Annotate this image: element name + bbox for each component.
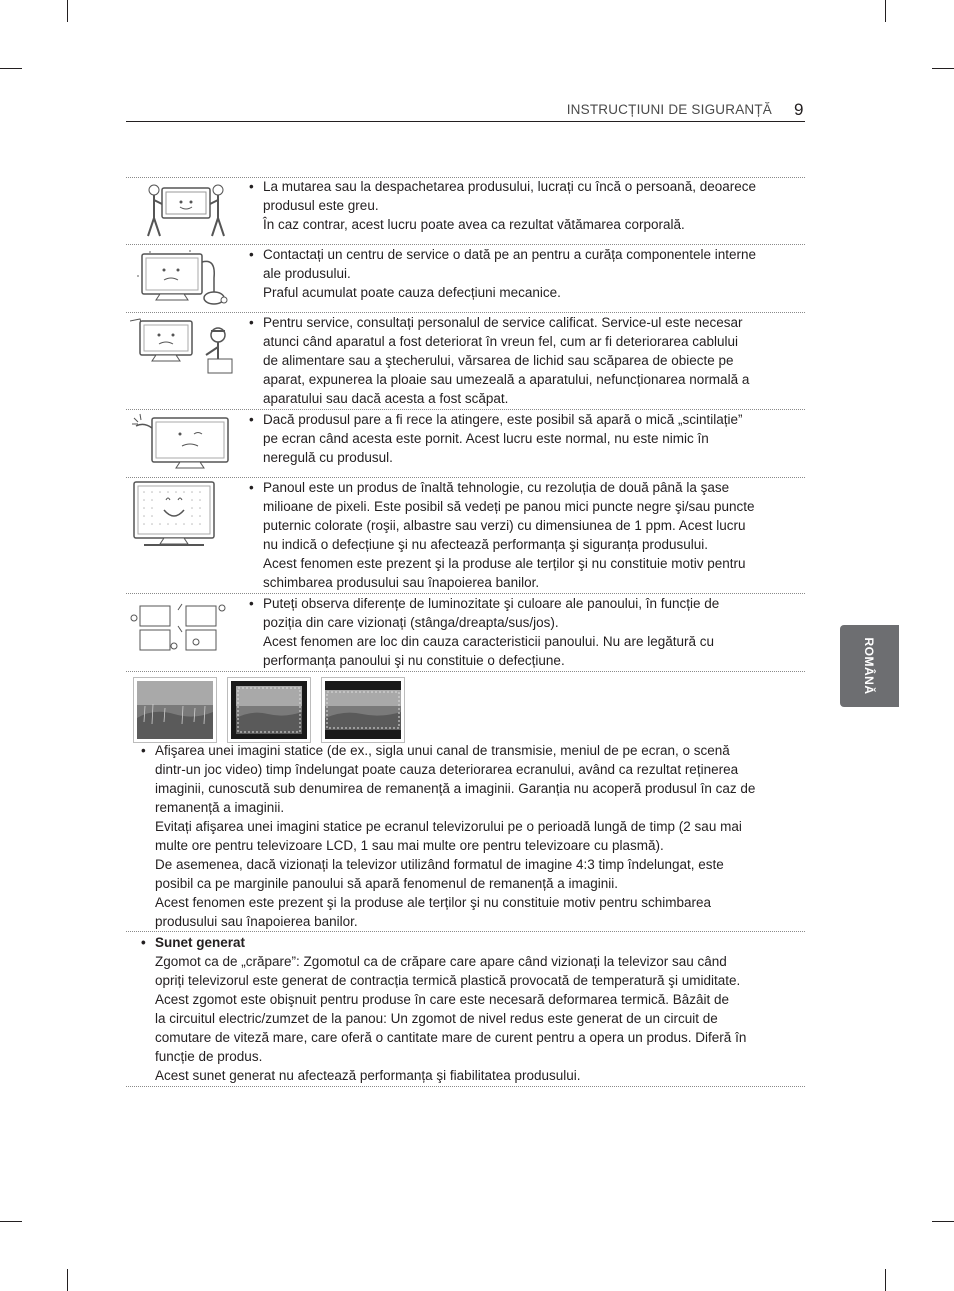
text-line: produsul este greu. xyxy=(263,198,379,213)
dusty-tv-vacuum-icon xyxy=(130,248,242,308)
crop-mark xyxy=(67,1269,68,1291)
tv-pixel-dots-icon xyxy=(130,480,242,550)
crop-mark xyxy=(932,1221,954,1222)
text-line: opriți televizorul este generat de contracția termică plastică provocată de temperatură şi umiditate. xyxy=(155,973,741,988)
text-line: milioane de pixeli. Este posibil să vedeți pe panou mici puncte negre şi/sau puncte xyxy=(263,499,755,514)
text-line: puternic colorate (roşii, albastre sau verzi) cu dimensiunea de 1 ppm. Acest lucru xyxy=(263,518,746,533)
text-line: de alimentare sau a ştecherului, vărsarea de lichid sau scăparea de obiecte pe xyxy=(263,353,734,368)
text-line: Evitați afişarea unei imagini statice pe ecranul televizorului pe o perioadă lungă de timp (2 sau mai xyxy=(155,819,742,834)
text-line: poziția din care vizionați (stânga/dreapta/sus/jos). xyxy=(263,615,559,630)
instruction-item xyxy=(247,410,792,467)
text-line: posibil ca pe marginile panoului să apară fenomenul de remanență a imaginii. xyxy=(155,876,619,891)
text-line: dintr-un joc video) timp îndelungat poate cauza deteriorarea ecranului, având ca rezultat reținerea xyxy=(155,762,739,777)
text-line: comutare de viteză mare, care oferă o cantitate mare de curent pentru a opera un produs. Diferă în xyxy=(155,1030,747,1045)
text-line: aparat, expunerea la ploaie sau umezeală a aparatului, nefuncționarea normală a xyxy=(263,372,750,387)
row-divider xyxy=(126,1086,805,1087)
language-tab xyxy=(840,625,899,707)
crop-mark xyxy=(932,68,954,69)
image-retention-example-2 xyxy=(227,677,311,743)
text-line: nu indică o defecțiune şi nu afectează performanța şi siguranța produsului. xyxy=(263,537,709,552)
crop-mark xyxy=(885,1269,886,1291)
text-line: neregulă cu produsul. xyxy=(263,450,393,465)
crop-mark xyxy=(0,68,22,69)
text-line: la circuitul electric/zumzet de la panou: Un zgomot de nivel redus este generat de un circuit de xyxy=(155,1011,718,1026)
text-line: pe ecran când acesta este pornit. Acest lucru este normal, nu este nimic în xyxy=(263,431,709,446)
bullet-text: • Dacă produsul pare a fi rece la atingere, este posibil să apară o mică „scintilație” xyxy=(247,410,792,429)
text-line: Praful acumulat poate cauza defecțiuni mecanice. xyxy=(263,285,561,300)
crop-mark xyxy=(67,0,68,22)
instruction-item xyxy=(247,177,792,234)
text-line: Acest sunet generat nu afectează performanța şi fiabilitatea produsului. xyxy=(155,1068,581,1083)
text-line: Acest fenomen este prezent şi la produse ale terților şi nu constituie motiv pentru xyxy=(263,556,746,571)
text-line: performanța panoului şi nu constituie o defecțiune. xyxy=(263,653,565,668)
bullet-text: • Panoul este un produs de înaltă tehnologie, cu rezoluția de două până la şase xyxy=(247,478,792,497)
instruction-item xyxy=(247,478,792,592)
header-divider xyxy=(126,121,805,122)
bullet-text: • Pentru service, consultați personalul de service calificat. Service-ul este necesar xyxy=(247,313,792,332)
generated-sound-item xyxy=(139,933,792,1085)
image-retention-example-1 xyxy=(133,677,217,743)
text-line: remanență a imaginii. xyxy=(155,800,285,815)
tv-viewing-angles-icon xyxy=(130,600,242,656)
tv-service-technician-icon xyxy=(130,315,242,379)
bullet-text: • Contactați un centru de service o dată pe an pentru a curăța componentele interne xyxy=(247,245,792,264)
text-line: În caz contrar, acest lucru poate avea ca rezultat vătămarea corporală. xyxy=(263,217,685,232)
sound-heading: • Sunet generat xyxy=(139,933,792,952)
row-divider xyxy=(126,671,805,672)
text-line: multe ore pentru televizoare LCD, 1 sau mai multe ore pentru televizoare cu plasmă). xyxy=(155,838,664,853)
text-line: funcție de produs. xyxy=(155,1049,263,1064)
text-line: Acest fenomen este prezent şi la produse ale terților şi nu constituie motiv pentru schimbarea xyxy=(155,895,712,910)
text-line: ale produsului. xyxy=(263,266,351,281)
image-retention-example-3 xyxy=(321,677,405,743)
section-title: INSTRUCȚIUNI DE SIGURANȚĂ xyxy=(566,102,772,117)
tv-spark-touch-icon xyxy=(130,412,242,474)
image-retention-item xyxy=(139,741,792,931)
text-line: produsului sau înapoierea banilor. xyxy=(155,914,358,929)
crop-mark xyxy=(0,1221,22,1222)
text-line: imaginii, cunoscută sub denumirea de remanență a imaginii. Garanția nu acoperă produsul în caz de xyxy=(155,781,756,796)
language-tab-label: ROMÂNĂ xyxy=(862,637,876,695)
text-line: Zgomot ca de „crăpare”: Zgomotul ca de crăpare care apare când vizionați la televizor sau când xyxy=(155,954,727,969)
crop-mark xyxy=(885,0,886,22)
page-number: 9 xyxy=(794,100,804,119)
bullet-text: • Puteți observa diferențe de luminozitate şi culoare ale panoului, în funcție de xyxy=(247,594,792,613)
text-line: schimbarea produsului sau înapoierea banilor. xyxy=(263,575,540,590)
text-line: atunci când aparatul a fost deteriorat în vreun fel, cum ar fi deteriorarea cablului xyxy=(263,334,739,349)
bullet-text: • La mutarea sau la despachetarea produsului, lucrați cu încă o persoană, deoarece xyxy=(247,177,792,196)
row-divider xyxy=(126,931,805,932)
two-people-carrying-tv-icon xyxy=(130,182,242,240)
text-line: Acest zgomot este obişnuit pentru produse în care este necesară deformarea termică. Bâzâit de xyxy=(155,992,730,1007)
bullet-text: • Afişarea unei imagini statice (de ex., sigla unui canal de transmisie, meniul de pe ecran, o scenă xyxy=(139,741,792,760)
instruction-item xyxy=(247,594,792,670)
instruction-item xyxy=(247,245,792,302)
text-line: aparatului sau dacă acesta a fost scăpat. xyxy=(263,391,509,406)
text-line: Acest fenomen are loc din cauza caracteristicii panoului. Nu are legătură cu xyxy=(263,634,714,649)
text-line: De asemenea, dacă vizionați la televizor utilizând formatul de imagine 4:3 timp îndelungat, este xyxy=(155,857,724,872)
instruction-item xyxy=(247,313,792,408)
